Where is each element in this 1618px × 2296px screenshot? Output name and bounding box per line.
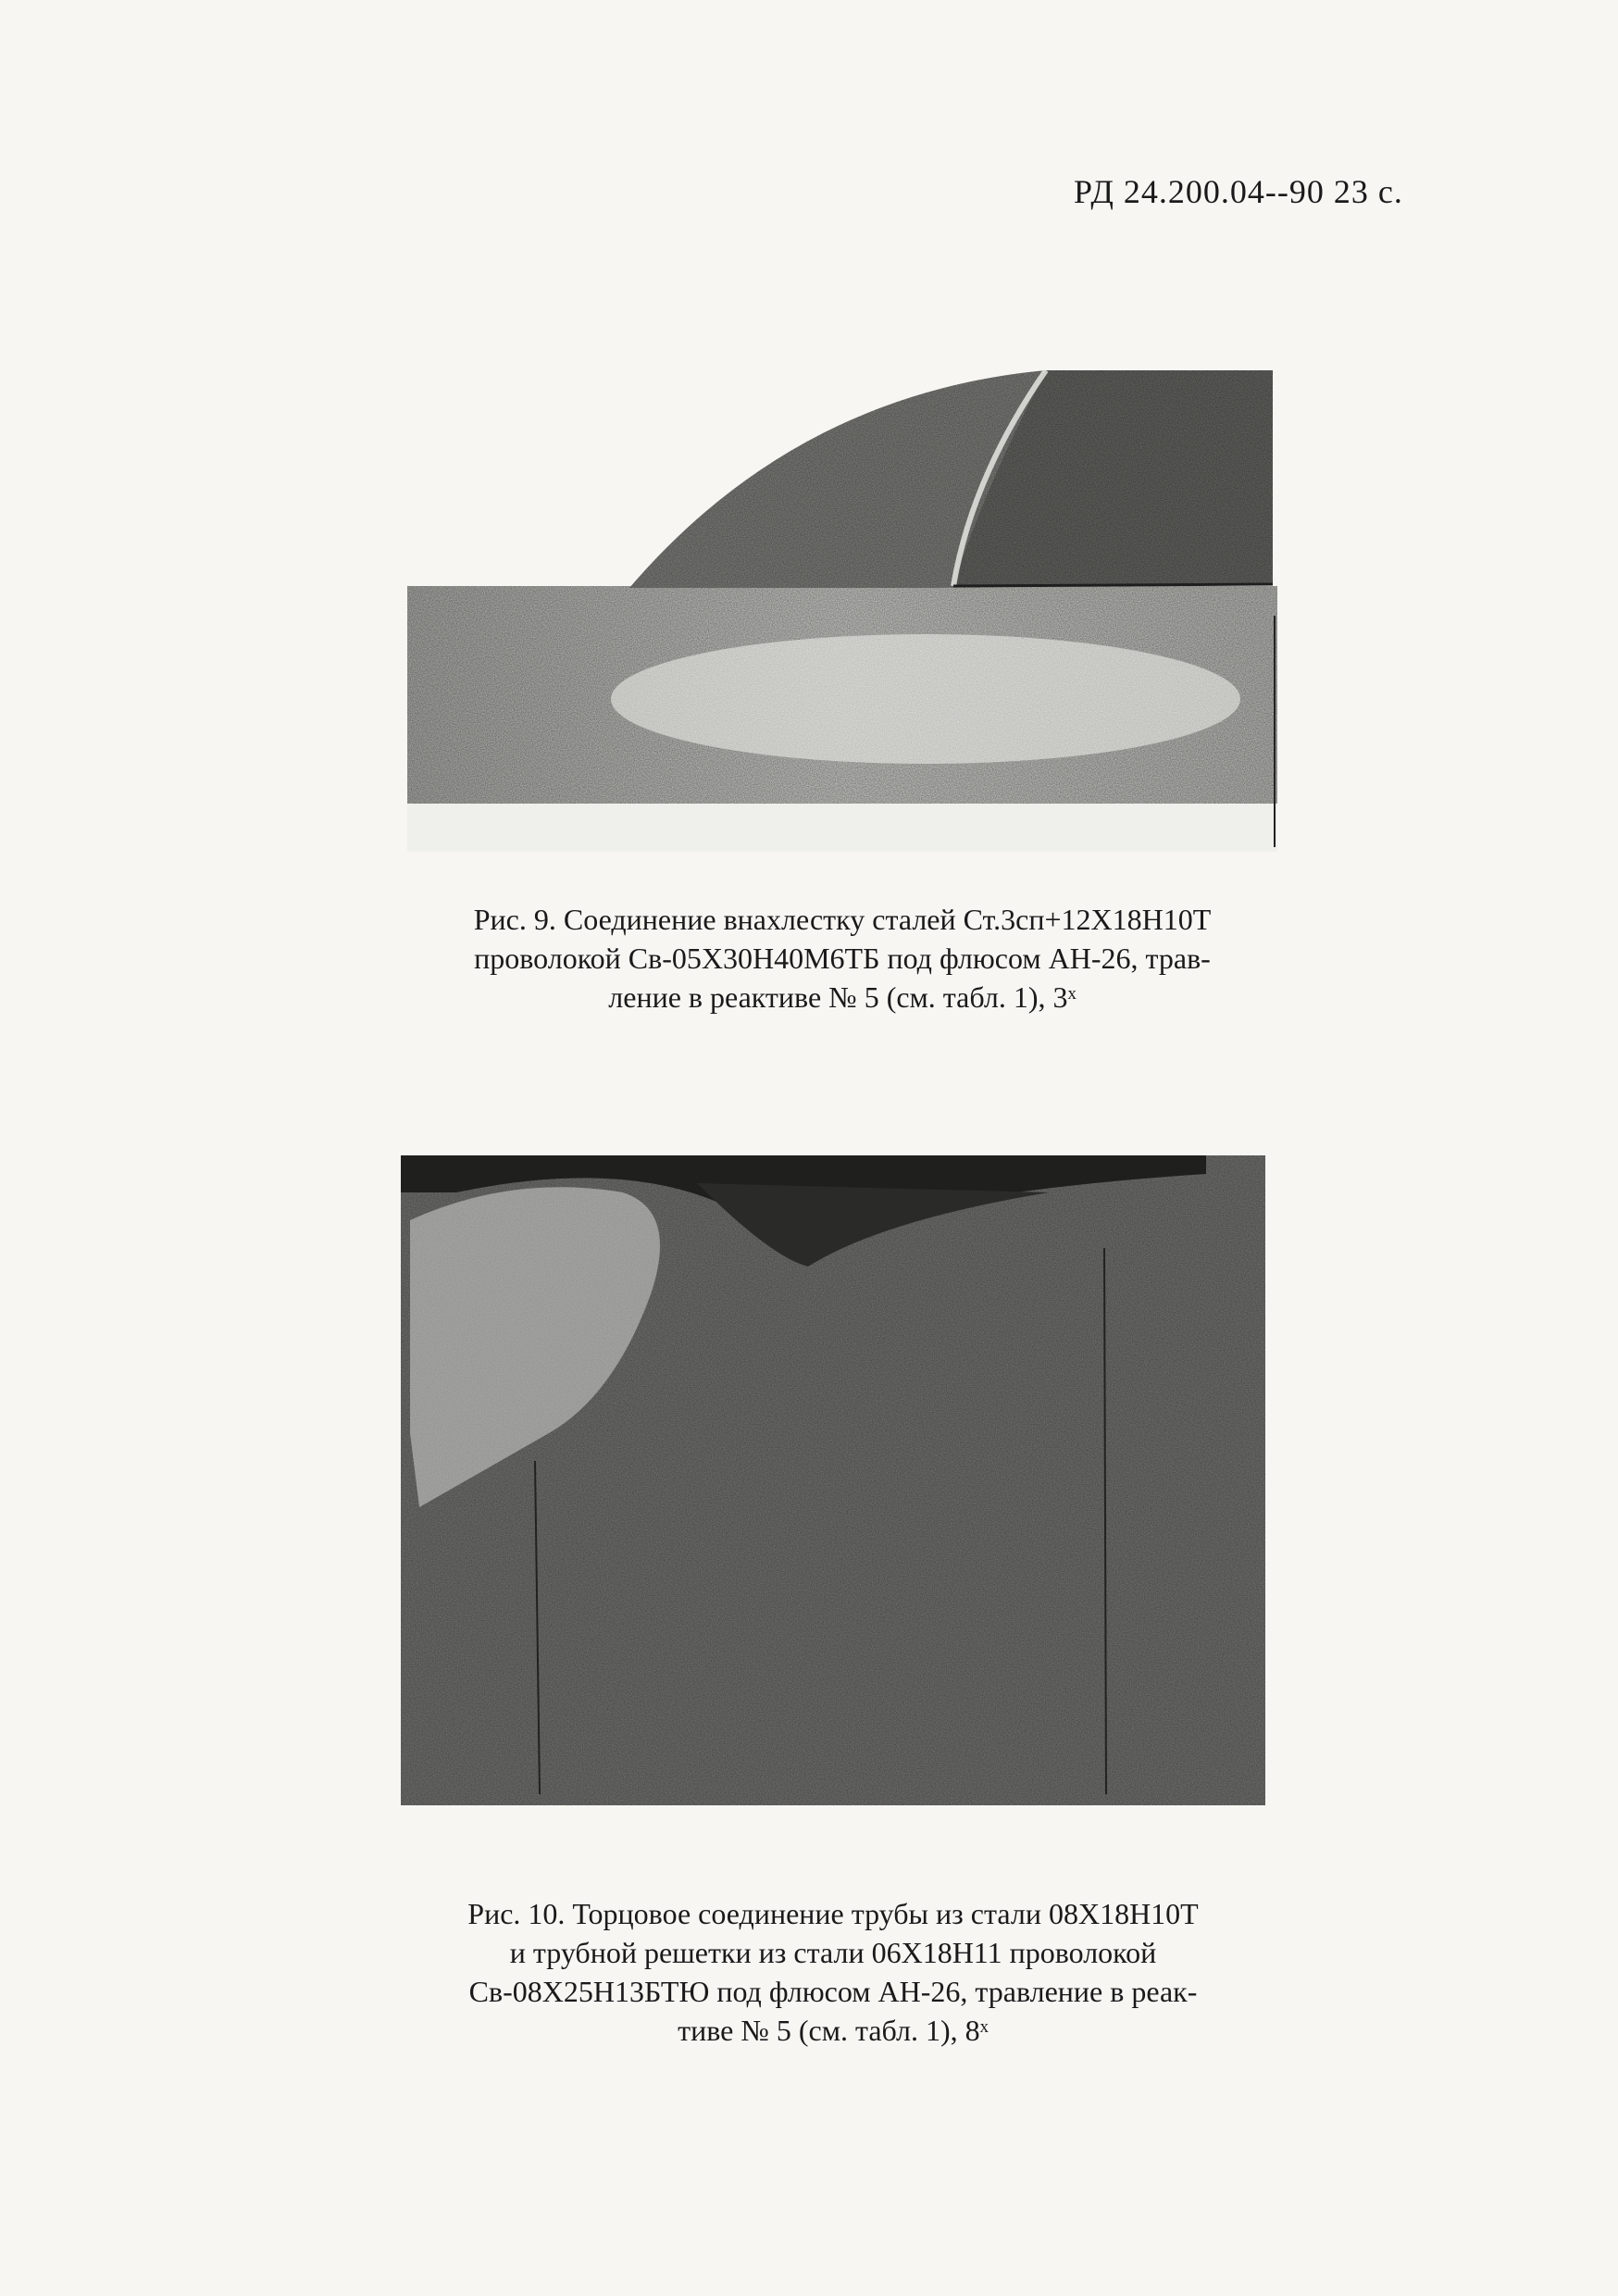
figure-9-caption <box>398 900 1287 1017</box>
caption-line: ление в реактиве № 5 (см. табл. 1), 3ˣ <box>608 980 1077 1014</box>
caption-line: Св-08Х25Н13БТЮ под флюсом АН-26, травление в реак- <box>468 1975 1198 2008</box>
caption-line: и трубной решетки из стали 06Х18Н11 проволокой <box>509 1936 1157 1969</box>
running-title: РД 24.200.04--90 23 с. <box>1074 173 1403 210</box>
caption-line: Рис. 9. Соединение внахлестку сталей Ст.3сп+12Х18Н10Т <box>473 903 1212 936</box>
caption-line: Рис. 10. Торцовое соединение трубы из стали 08Х18Н10Т <box>467 1897 1199 1930</box>
caption-line: проволокой Св-05Х30Н40М6ТБ под флюсом АН-26, трав- <box>474 942 1211 975</box>
page-header <box>1074 172 1462 211</box>
figure-10-photo <box>401 1155 1265 1805</box>
figure-10-caption <box>389 1894 1277 2050</box>
caption-line: тиве № 5 (см. табл. 1), 8ˣ <box>678 2014 989 2047</box>
figure-9-photo <box>407 366 1277 852</box>
